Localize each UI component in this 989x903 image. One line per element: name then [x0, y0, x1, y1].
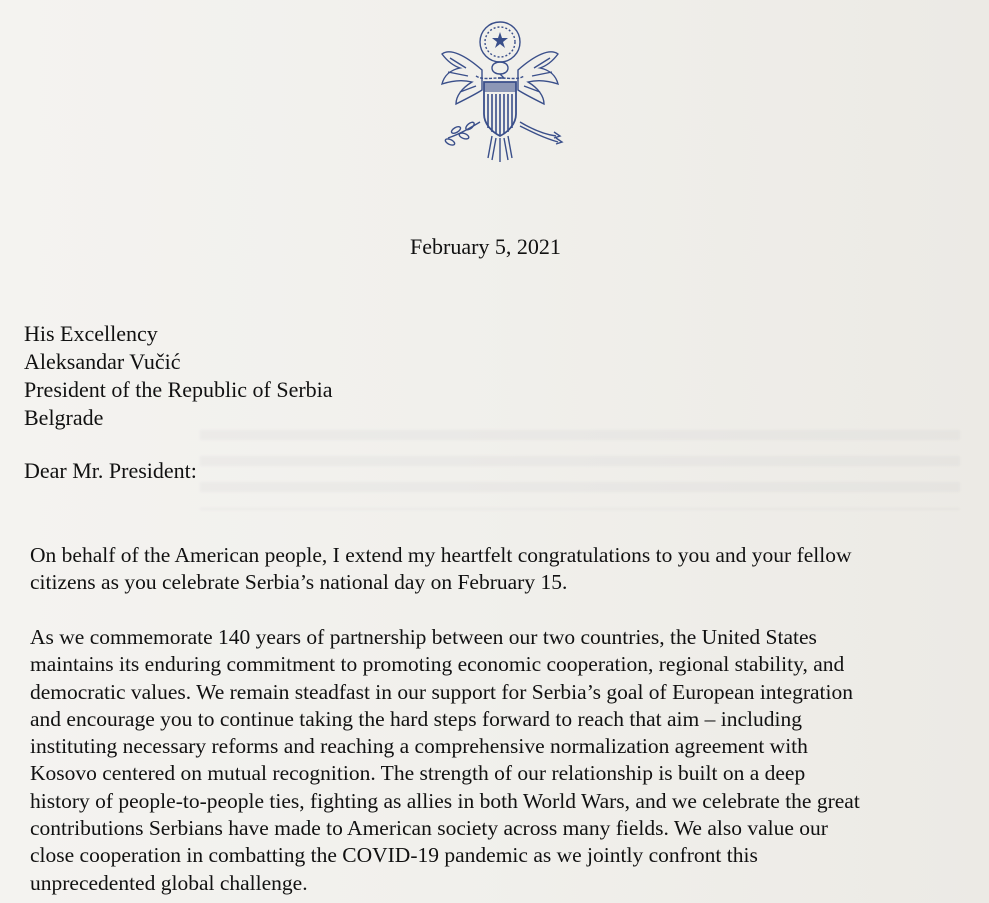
letter-date: February 5, 2021 [410, 234, 561, 259]
paragraph-1 [30, 542, 852, 597]
paragraph-line: maintains its enduring commitment to promoting economic cooperation, regional stability, and [30, 652, 845, 677]
paragraph-line: and encourage you to continue taking the hard steps forward to reach that aim – including [30, 706, 802, 731]
paragraph-line: democratic values. We remain steadfast in our support for Serbia’s goal of European integration [30, 679, 853, 704]
salutation: Dear Mr. President: [24, 458, 197, 483]
recipient-address [24, 320, 333, 432]
recipient-line: Aleksandar Vučić [24, 349, 181, 374]
paragraph-line: instituting necessary reforms and reaching a comprehensive normalization agreement with [30, 734, 808, 759]
paragraph-line: citizens as you celebrate Serbia’s national day on February 15. [30, 570, 568, 595]
paragraph-line: On behalf of the American people, I extend my heartfelt congratulations to you and your fellow [30, 543, 852, 567]
show-through-text [200, 430, 960, 510]
paragraph-line: Kosovo centered on mutual recognition. The strength of our relationship is built on a deep [30, 761, 806, 786]
paragraph-line: close cooperation in combatting the COVID-19 pandemic as we jointly confront this [30, 843, 758, 868]
paragraph-line: contributions Serbians have made to American society across many fields. We also value our [30, 816, 828, 841]
paragraph-line: unprecedented global challenge. [30, 870, 308, 895]
great-seal-icon [420, 10, 580, 170]
paragraph-line: As we commemorate 140 years of partnership between our two countries, the United States [30, 625, 817, 649]
recipient-line: His Excellency [24, 321, 158, 346]
recipient-line: President of the Republic of Serbia [24, 377, 333, 402]
recipient-line: Belgrade [24, 405, 104, 430]
paragraph-line: history of people-to-people ties, fighting as allies in both World Wars, and we celebrate the great [30, 788, 860, 813]
paragraph-2 [30, 624, 860, 897]
